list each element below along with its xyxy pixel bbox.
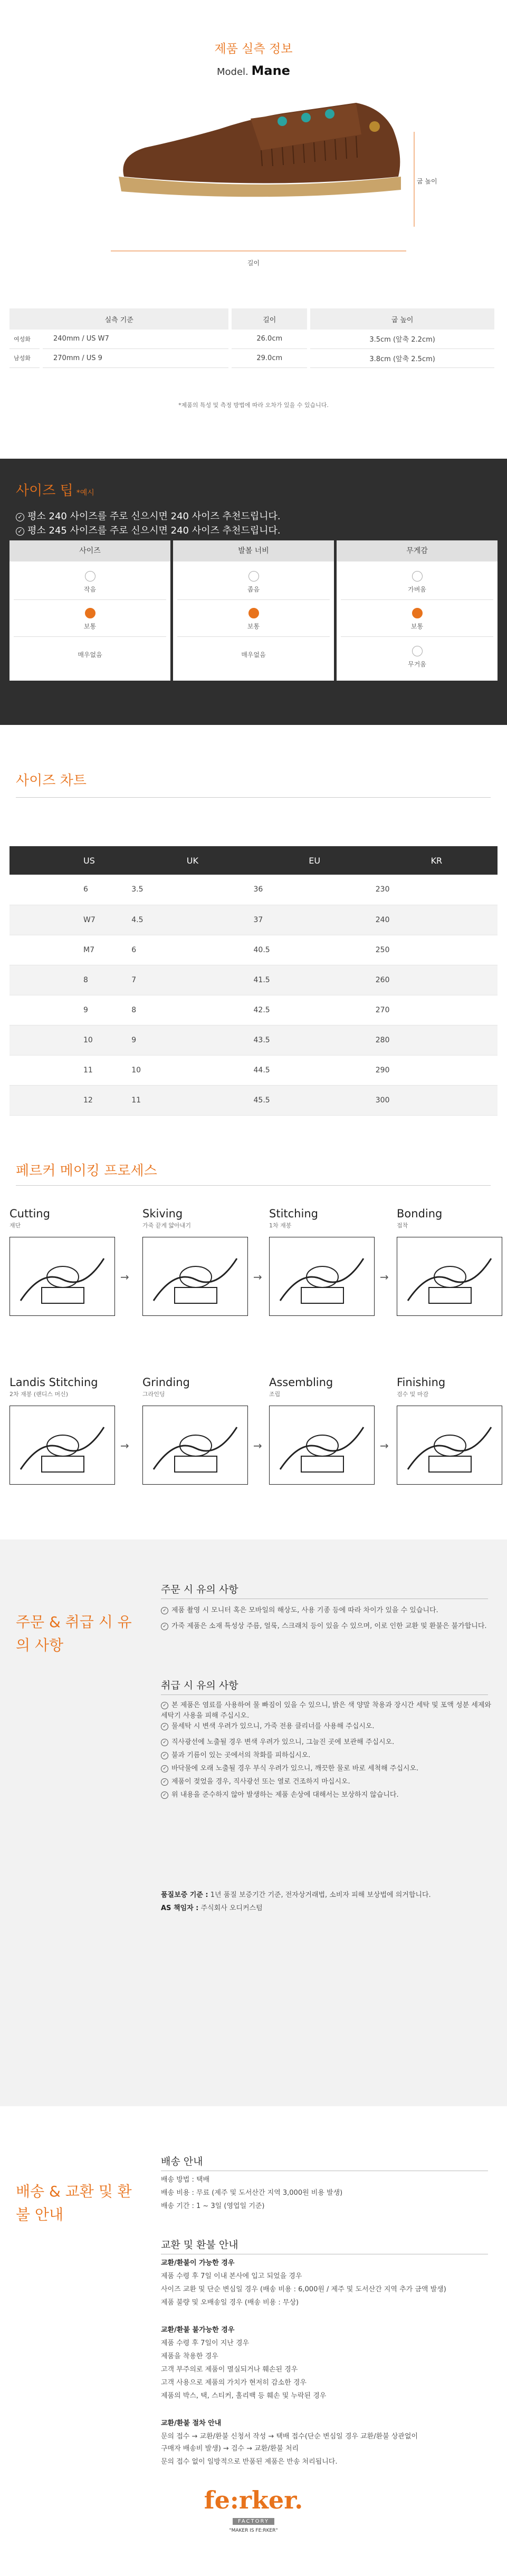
option-normal: 보통 [9, 608, 170, 631]
step-illustration [142, 1237, 248, 1316]
table-cell: 12 [9, 1085, 131, 1115]
process-step [142, 1376, 248, 1503]
step-illustration [269, 1237, 375, 1316]
size-header-us: US [9, 846, 131, 875]
radio-icon [85, 571, 95, 582]
table-cell: 6 [131, 935, 253, 965]
process-step [9, 1207, 115, 1334]
radio-icon [412, 646, 423, 656]
table-cell: W7 [9, 905, 131, 935]
size-header-kr: KR [376, 846, 498, 875]
table-cell: 42.5 [254, 995, 376, 1025]
table-cell: 270 [376, 995, 498, 1025]
table-cell: 41.5 [254, 965, 376, 995]
order-notice-title: 주문 시 유의 사항 [161, 1584, 238, 1595]
table-cell: 8 [131, 995, 253, 1025]
radio-icon [412, 571, 423, 582]
check-icon: ✓ [161, 1752, 168, 1759]
size-chart-table [9, 846, 498, 1116]
as-line: AS 책임자 : 주식회사 오디커스텀 [161, 1904, 263, 1912]
step-sub: 2차 재봉 (랜디스 머신) [9, 1391, 69, 1398]
table-cell: 300 [376, 1085, 498, 1115]
process-step [269, 1376, 375, 1503]
product-measure-section [0, 0, 507, 432]
process-step [142, 1207, 248, 1334]
model-line [0, 63, 507, 78]
table-cell: 45.5 [254, 1085, 376, 1115]
step-name: Landis Stitching [9, 1376, 98, 1389]
product-measure-title: 제품 실측 정보 [214, 42, 293, 56]
table-cell: 9 [9, 995, 131, 1025]
table-cell: 280 [376, 1025, 498, 1055]
check-icon: ✓ [161, 1765, 168, 1773]
brand-tag: FACTORY [0, 2515, 507, 2525]
table-cell: 9 [131, 1025, 253, 1055]
proc-line: 구매자 배송비 발생) → 검수 → 교환/환불 처리 [161, 2445, 299, 2453]
table-cell: 44.5 [254, 1055, 376, 1085]
check-icon: ✓ [161, 1702, 168, 1709]
model-label: Model. [217, 66, 248, 78]
arrow-right-icon: → [380, 1271, 389, 1283]
handle-line: ✓ 본 제품은 염료를 사용하여 물 빠짐이 있을 수 있으니, 밝은 색 양말 착용과 장시간 세탁 및 포액 성분 세제와 세탁기 사용을 피해 주십시오. [161, 1701, 491, 1720]
step-name: Cutting [9, 1207, 50, 1220]
handle-line: ✓ 직사광선에 노출될 경우 변색 우려가 있으니, 그늘진 곳에 보관해 주십시오. [161, 1737, 493, 1748]
divider [16, 797, 491, 798]
size-header-eu: EU [254, 846, 376, 875]
process-section [0, 1160, 507, 1529]
measure-table [9, 308, 498, 368]
check-icon: ✓ [161, 1791, 168, 1799]
radio-selected-icon [85, 608, 95, 618]
step-illustration [397, 1237, 502, 1316]
measure-header-heel: 굽 높이 [309, 308, 496, 330]
table-row [9, 905, 498, 935]
brand-logo: fe:rker. [204, 2486, 303, 2514]
order-line: ✓ 가죽 제품은 소재 특성상 주름, 얼룩, 스크래치 등이 있을 수 있으며, 이로 인한 교환 및 환불은 불가합니다. [161, 1621, 493, 1632]
check-icon: ✓ [161, 1607, 168, 1614]
refund-line: 제품 수령 후 7일 이내 본사에 입고 되었을 경우 [161, 2272, 302, 2280]
option-normal: 보통 [173, 608, 334, 631]
height-arrow [413, 132, 415, 227]
option-light: 가벼움 [337, 571, 498, 594]
refund-line: 사이즈 교환 및 단순 변심일 경우 (배송 비용 : 6,000원 / 제주 및 도서산간 지역 추가 금액 발생) [161, 2286, 446, 2293]
measure-header-basis: 실측 기준 [9, 308, 230, 330]
handle-line: ✓ 바닥물에 오래 노출될 경우 부식 우려가 있으니, 깨끗한 물로 바로 세척해 주십시오. [161, 1764, 493, 1774]
table-cell: 3.5 [131, 875, 253, 905]
table-cell: M7 [9, 935, 131, 965]
step-sub: 1차 재봉 [269, 1222, 292, 1229]
option-wide: 매우없음 [241, 651, 266, 658]
proc-line: 문의 접수 → 교환/환불 신청서 작성 → 택배 접수(단순 변심일 경우 교환/환불 상관없이 [161, 2433, 418, 2441]
table-cell: 240 [376, 905, 498, 935]
handle-line: ✓ 불과 기름이 있는 곳에서의 착화를 피하십시오. [161, 1750, 493, 1761]
step-illustration [9, 1237, 115, 1316]
refund-proc-title: 교환/환불 절차 안내 [161, 2419, 222, 2427]
process-step [9, 1376, 115, 1503]
table-cell: 250 [376, 935, 498, 965]
ship-line: 배송 기간 : 1 ~ 3일 (영업일 기준) [161, 2202, 265, 2210]
option-narrow: 좁음 [173, 571, 334, 594]
step-sub: 가죽 끝게 얇아내기 [142, 1222, 192, 1229]
ship-info-title: 배송 안내 [161, 2156, 203, 2167]
handle-line: ✓ 제품이 젖었을 경우, 직사광선 또는 열로 건조하지 마십시오. [161, 1777, 493, 1787]
table-row [9, 1025, 498, 1055]
refund-possible-title: 교환/환불이 가능한 경우 [161, 2259, 235, 2267]
order-line: ✓ 제품 촬영 시 모니터 혹은 모바일의 해상도, 사용 기종 등에 따라 차이가 있을 수 있습니다. [161, 1605, 493, 1616]
warranty-line: 품질보증 기준 : 1년 품질 보증기간 기준, 전자상거래법, 소비자 피해 보상법에 의거합니다. [161, 1891, 431, 1899]
process-title: 페르커 메이킹 프로세스 [16, 1163, 157, 1179]
tip-box-weight: 무게감 가벼움 보통 무거움 [337, 540, 498, 681]
refund-line: 제품 수령 후 7일이 지난 경우 [161, 2339, 250, 2347]
handle-line: ✓ 물세탁 시 변색 우려가 있으니, 가죽 전용 클리너를 사용해 주십시오. [161, 1721, 493, 1732]
ship-line: 배송 비용 : 무료 (제주 및 도서산간 지역 3,000원 비용 발생) [161, 2189, 343, 2197]
step-name: Assembling [269, 1376, 333, 1389]
step-illustration [9, 1406, 115, 1485]
table-cell: 290 [376, 1055, 498, 1085]
handle-notice-title: 취급 시 유의 사항 [161, 1680, 238, 1691]
step-illustration [397, 1406, 502, 1485]
shipping-title: 배송 & 교환 및 환불 안내 [16, 2183, 132, 2223]
size-chart-section [0, 770, 507, 1149]
size-tip-section [0, 459, 507, 725]
size-chart-title: 사이즈 차트 [16, 773, 87, 789]
length-arrow [111, 250, 406, 252]
model-name: Mane [251, 63, 290, 78]
step-illustration [142, 1406, 248, 1485]
tip-line: ✓ 평소 245 사이즈를 주로 신으시면 240 사이즈 추천드립니다. [16, 523, 281, 537]
table-cell: 10 [131, 1055, 253, 1085]
step-sub: 재단 [9, 1222, 21, 1229]
table-cell: 230 [376, 875, 498, 905]
table-cell: 260 [376, 965, 498, 995]
ship-line: 배송 방법 : 택배 [161, 2176, 210, 2184]
divider [16, 1185, 491, 1186]
table-row [9, 965, 498, 995]
table-cell: 11 [9, 1055, 131, 1085]
table-row [9, 1055, 498, 1085]
check-icon: ✓ [161, 1723, 168, 1730]
step-illustration [269, 1406, 375, 1485]
option-heavy: 무거움 [337, 646, 498, 669]
radio-selected-icon [248, 608, 259, 618]
tip-box-width: 발볼 너비 좁음 보통 매우없음 [173, 540, 334, 681]
step-sub: 접착 [397, 1222, 408, 1229]
option-large: 매우없음 [78, 651, 102, 658]
process-step [269, 1207, 375, 1334]
check-icon: ✓ [161, 1778, 168, 1786]
process-step [397, 1207, 502, 1334]
brand-slogan: "MAKER IS FE:RKER" [229, 2528, 278, 2533]
check-icon: ✓ [161, 1623, 168, 1630]
table-row [9, 1085, 498, 1115]
table-cell: 7 [131, 965, 253, 995]
step-name: Finishing [397, 1376, 446, 1389]
table-row [9, 875, 498, 905]
step-name: Skiving [142, 1207, 183, 1220]
arrow-right-icon: → [253, 1271, 262, 1283]
radio-icon [248, 571, 259, 582]
refund-impossible-title: 교환/환불 불가능한 경우 [161, 2326, 235, 2334]
table-cell: 40.5 [254, 935, 376, 965]
shipping-section [0, 2122, 507, 2539]
care-section [0, 1539, 507, 2106]
step-sub: 조립 [269, 1391, 281, 1398]
radio-selected-icon [412, 608, 423, 618]
table-cell: 43.5 [254, 1025, 376, 1055]
arrow-right-icon: → [253, 1439, 262, 1452]
table-cell: 10 [9, 1025, 131, 1055]
step-name: Grinding [142, 1376, 190, 1389]
table-cell: 4.5 [131, 905, 253, 935]
table-row [9, 995, 498, 1025]
refund-line: 제품의 박스, 택, 스티커, 홀리백 등 훼손 및 누락된 경우 [161, 2392, 327, 2400]
check-icon: ✓ [16, 513, 24, 521]
option-normal: 보통 [337, 608, 498, 631]
check-icon: ✓ [161, 1739, 168, 1746]
step-sub: 그라인딩 [142, 1391, 165, 1398]
divider [161, 1694, 488, 1695]
table-row [9, 935, 498, 965]
refund-line: 제품 불량 및 오배송일 경우 (배송 비용 : 무상) [161, 2299, 299, 2307]
arrow-right-icon: → [120, 1271, 129, 1283]
table-cell: 11 [131, 1085, 253, 1115]
proc-line: 문의 접수 없이 일방적으로 반품된 제품은 반송 처리됩니다. [161, 2458, 338, 2466]
shoe-image [108, 98, 409, 203]
arrow-right-icon: → [380, 1439, 389, 1452]
table-row: 여성화 240mm / US W7 26.0cm 3.5cm (앞축 2.2cm) [9, 330, 496, 348]
measure-note: *제품의 특성 및 측정 방법에 따라 오차가 있을 수 있습니다. [178, 402, 329, 409]
refund-line: 고객 부주의로 제품이 멸실되거나 훼손된 경우 [161, 2366, 298, 2374]
refund-info-title: 교환 및 환불 안내 [161, 2239, 238, 2251]
process-step [397, 1376, 502, 1503]
size-tip-title: 사이즈 팁 *예시 [16, 483, 94, 499]
table-row: 남성화 270mm / US 9 29.0cm 3.8cm (앞축 2.5cm) [9, 348, 496, 367]
table-cell: 37 [254, 905, 376, 935]
table-cell: 36 [254, 875, 376, 905]
size-header-uk: UK [131, 846, 253, 875]
handle-line: ✓ 위 내용을 준수하지 않아 발생하는 제품 손상에 대해서는 보상하지 않습니다. [161, 1790, 493, 1800]
arrow-right-icon: → [120, 1439, 129, 1452]
refund-line: 제품을 착용한 경우 [161, 2352, 218, 2360]
check-icon: ✓ [16, 527, 24, 536]
measure-header-length: 길이 [230, 308, 309, 330]
step-sub: 검수 및 마감 [397, 1391, 429, 1398]
tip-box-size: 사이즈 작음 보통 매우없음 [9, 540, 170, 681]
tip-line: ✓ 평소 240 사이즈를 주로 신으시면 240 사이즈 추천드립니다. [16, 509, 281, 522]
table-cell: 8 [9, 965, 131, 995]
length-label: 길이 [247, 259, 260, 267]
step-name: Bonding [397, 1207, 443, 1220]
table-cell: 6 [9, 875, 131, 905]
refund-line: 고객 사용으로 제품의 가치가 현저히 감소한 경우 [161, 2379, 307, 2387]
step-name: Stitching [269, 1207, 318, 1220]
care-title: 주문 & 취급 시 유의 사항 [16, 1613, 132, 1654]
height-label: 굽 높이 [417, 178, 437, 185]
option-small: 작음 [9, 571, 170, 594]
